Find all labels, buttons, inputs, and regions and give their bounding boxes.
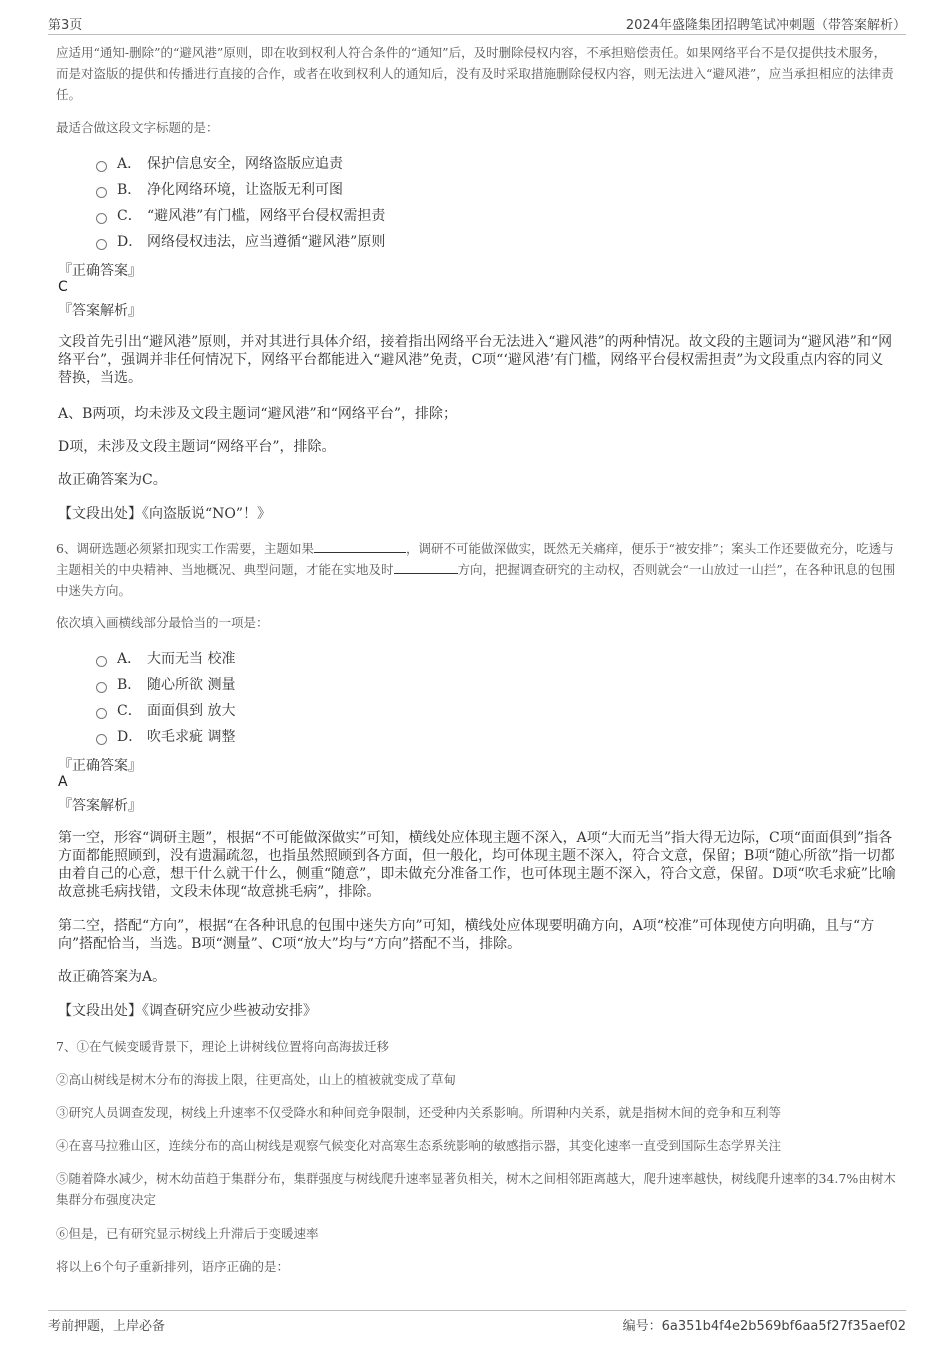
- q5-option-a[interactable]: A． 保护信息安全，网络盗版应追责: [96, 150, 385, 176]
- q6-analysis-p3: 故正确答案为A。: [58, 969, 167, 985]
- radio-icon[interactable]: [96, 682, 107, 693]
- q7-prompt: 将以上6个句子重新排列，语序正确的是：: [56, 1259, 289, 1274]
- q5-analysis-p2: A、B两项，均未涉及文段主题词“避风港”和“网络平台”，排除；: [58, 406, 458, 422]
- q5-analysis-p3: D项，未涉及文段主题词“网络平台”，排除。: [58, 439, 336, 455]
- q6-passage: 6、调研选题必须紧扣现实工作需要，主题如果 ，调研不可能做深做实，既然无关痛痒，便乐于“被安排”；案头工作还要做充分，吃透与主题相关的中央精神、当地概况、典型问题，才能在实地及时 方向，把握调查研究的主动权，否则就会“一山放过一山拦”，在各种讯息的包围中迷失方向。: [56, 541, 896, 598]
- radio-icon[interactable]: [96, 239, 107, 250]
- q5-answer-label: 『正确答案』: [58, 263, 142, 279]
- q7-sentence-5: ⑤随着降水减少，树木幼苗趋于集群分布，集群强度与树线爬升速率显著负相关，树木之间相邻距离越大，爬升速率越快，树线爬升速率的34.7%由树木集群分布强度决定: [56, 1171, 896, 1207]
- q5-analysis-p1: 文段首先引出“避风港”原则，并对其进行具体介绍，接着指出网络平台无法进入“避风港”的两种情况。故文段的主题词为“避风港”和“网络平台”，强调并非任何情况下，网络平台都能进入“避风港”免责，C项“‘避风港’有门槛，网络平台侵权需担责”为文段重点内容的同义替换，当选。: [58, 334, 893, 386]
- q7-sentence-3: ③研究人员调查发现，树线上升速率不仅受降水和种间竞争限制，还受种内关系影响。所谓种内关系，就是指树木间的竞争和互利等: [56, 1105, 782, 1120]
- q6-options: [96, 645, 235, 749]
- blank-line-1: [314, 540, 406, 553]
- q5-options: [96, 150, 385, 254]
- page-header: [48, 12, 906, 35]
- q6-answer: A: [58, 774, 68, 790]
- radio-icon[interactable]: [96, 708, 107, 719]
- q6-option-d[interactable]: D． 吹毛求疵 调整: [96, 723, 235, 749]
- q5-passage: 应适用“通知-删除”的“避风港”原则，即在收到权利人符合条件的“通知”后，及时删除侵权内容，不承担赔偿责任。如果网络平台不是仅提供技术服务，而是对盗版的提供和传播进行直接的合作，或者在收到权利人的通知后，没有及时采取措施删除侵权内容，则无法进入“避风港”，应当承担相应的法律责任。: [56, 45, 894, 102]
- page-number: 第3页: [48, 18, 83, 33]
- q6-analysis-p1: 第一空，形容“调研主题”，根据“不可能做深做实”可知，横线处应体现主题不深入，A项“大而无当”指大得无边际，C项“面面俱到”指各方面都能照顾到，没有遗漏疏忽，也指虽然照顾到各方面，但一般化，均可体现主题不深入，符合文意，保留；B项“随心所欲”指一切都由着自己的心意，想干什么就干什么，侧重“随意”，即未做充分准备工作，也可体现主题不深入，符合文意，保留。D项“吹毛求疵”比喻故意挑毛病找错，文段未体现“故意挑毛病”，排除。: [58, 830, 896, 900]
- q5-prompt: 最适合做这段文字标题的是：: [56, 120, 219, 135]
- q6-answer-label: 『正确答案』: [58, 758, 142, 774]
- q6-source: 【文段出处】《调查研究应少些被动安排》: [58, 1003, 317, 1019]
- q7-sentence-2: ②高山树线是树木分布的海拔上限，往更高处，山上的植被就变成了草甸: [56, 1072, 457, 1087]
- q6-option-c[interactable]: C． 面面俱到 放大: [96, 697, 235, 723]
- radio-icon[interactable]: [96, 161, 107, 172]
- radio-icon[interactable]: [96, 656, 107, 667]
- q5-answer: C: [58, 279, 68, 295]
- q6-prompt: 依次填入画横线部分最恰当的一项是：: [56, 615, 269, 630]
- document-title: 2024年盛隆集团招聘笔试冲刺题（带答案解析）: [625, 18, 906, 33]
- q5-option-c[interactable]: C． “避风港”有门槛，网络平台侵权需担责: [96, 202, 385, 228]
- q6-analysis-p2: 第二空，搭配“方向”，根据“在各种讯息的包围中迷失方向”可知，横线处应体现要明确方向，A项“校准”可体现使方向明确，且与“方向”搭配恰当，当选。B项“测量”、C项“放大”均与“方向”搭配不当，排除。: [58, 918, 875, 952]
- radio-icon[interactable]: [96, 187, 107, 198]
- page-footer: [48, 1310, 906, 1335]
- q7-sentence-4: ④在喜马拉雅山区，连续分布的高山树线是观察气候变化对高寒生态系统影响的敏感指示器，其变化速率一直受到国际生态学界关注: [56, 1138, 782, 1153]
- q5-option-d[interactable]: D． 网络侵权违法，应当遵循“避风港”原则: [96, 228, 385, 254]
- q6-analysis-label: 『答案解析』: [58, 798, 142, 814]
- footer-slogan: 考前押题，上岸必备: [48, 1319, 166, 1334]
- footer-code: 编号：6a351b4f4e2b569bf6aa5f27f35aef02: [622, 1319, 906, 1334]
- q5-analysis-p4: 故正确答案为C。: [58, 472, 167, 488]
- q5-analysis-label: 『答案解析』: [58, 303, 142, 319]
- radio-icon[interactable]: [96, 213, 107, 224]
- q7-sentence-1: 7、①在气候变暖背景下，理论上讲树线位置将向高海拔迁移: [56, 1039, 389, 1054]
- q6-option-b[interactable]: B． 随心所欲 测量: [96, 671, 235, 697]
- radio-icon[interactable]: [96, 734, 107, 745]
- q6-option-a[interactable]: A． 大而无当 校准: [96, 645, 235, 671]
- blank-line-2: [394, 561, 458, 574]
- q5-source: 【文段出处】《向盗版说“NO”！》: [58, 506, 272, 522]
- q7-sentence-6: ⑥但是，已有研究显示树线上升滞后于变暖速率: [56, 1226, 319, 1241]
- q5-option-b[interactable]: B． 净化网络环境，让盗版无利可图: [96, 176, 385, 202]
